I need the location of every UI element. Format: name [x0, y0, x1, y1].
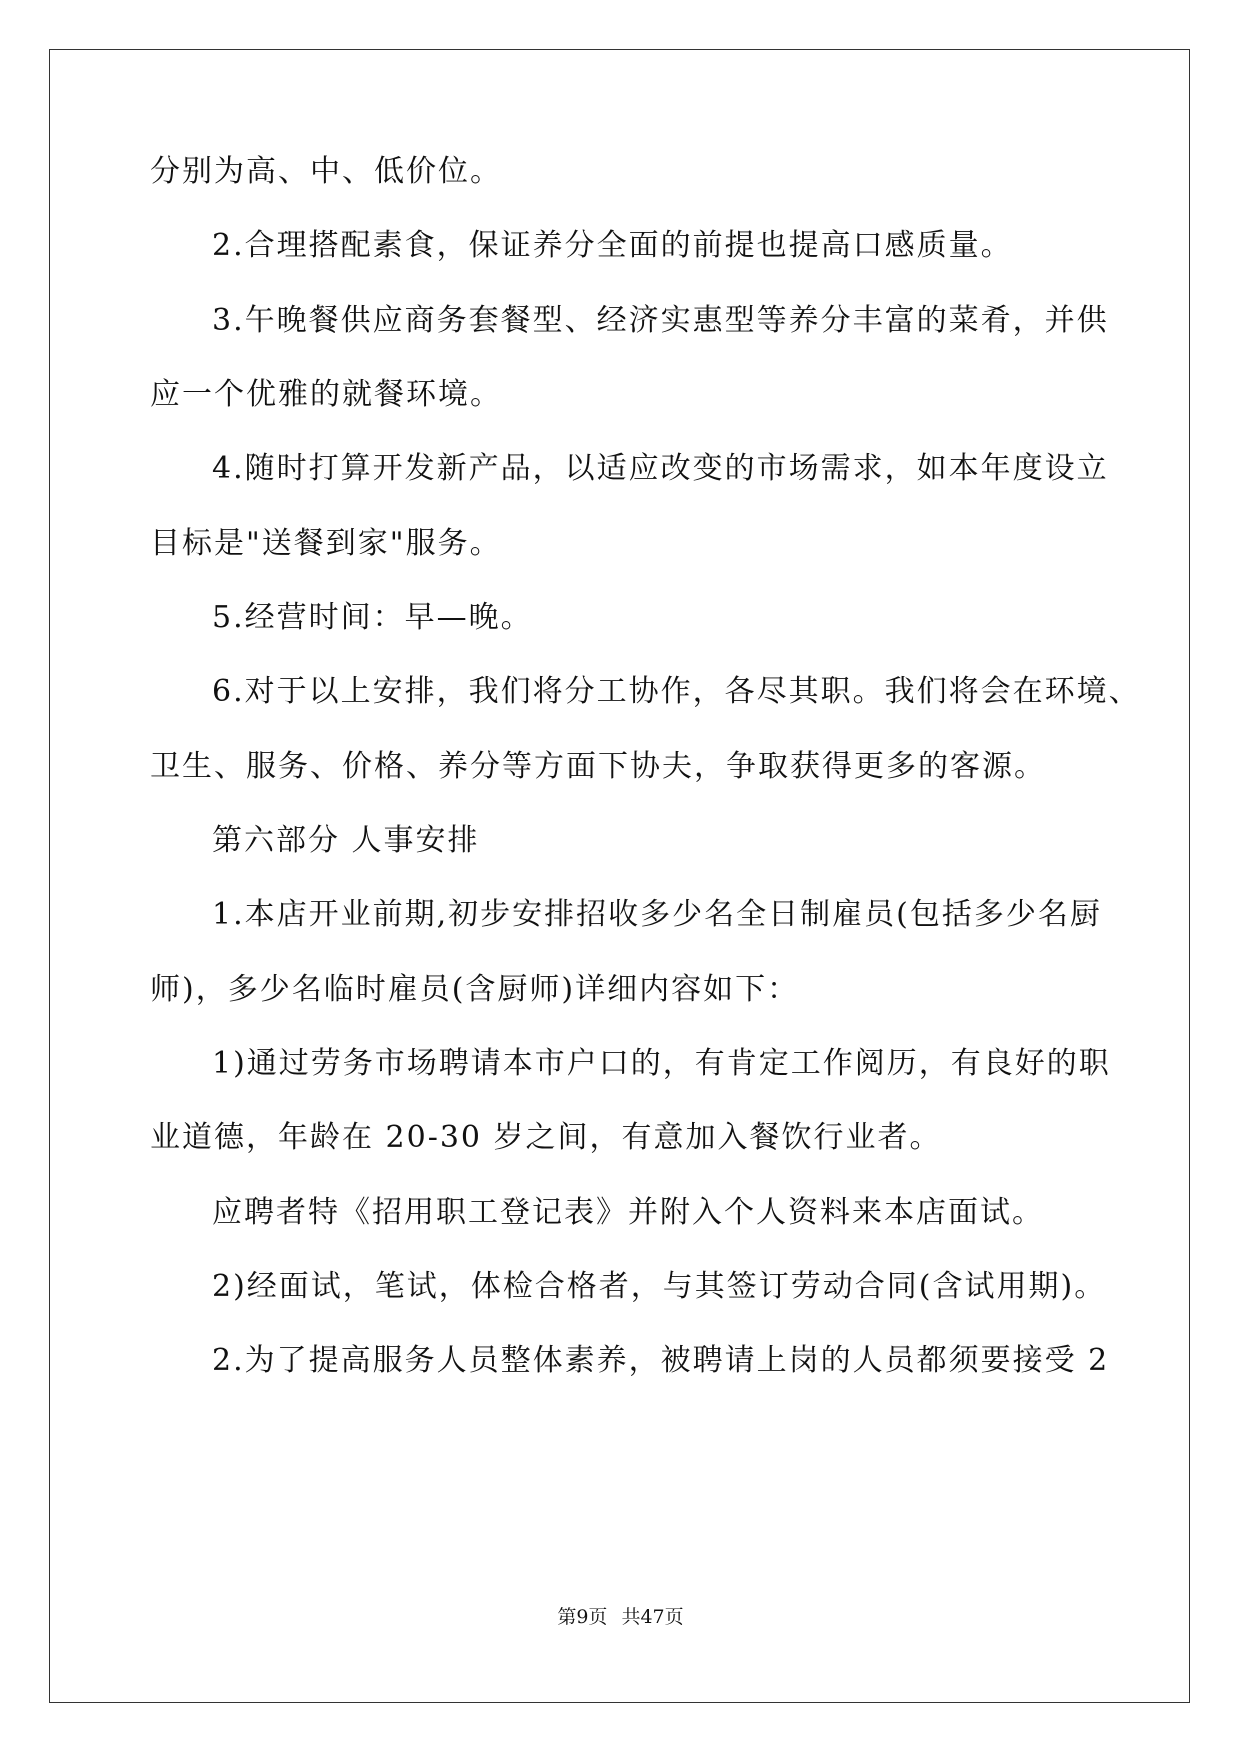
- text-line: 应聘者特《招用职工登记表》并附入个人资料来本店面试。: [212, 1195, 1044, 1230]
- text-line: 卫生、服务、价格、养分等方面下协夫，争取获得更多的客源。: [150, 749, 1046, 784]
- text-line: 业道德，年龄在 20-30 岁之间，有意加入餐饮行业者。: [150, 1120, 942, 1155]
- page-number: 第9页: [557, 1606, 608, 1628]
- text-line: 6.对于以上安排，我们将分工协作，各尽其职。我们将会在环境、: [212, 674, 1141, 709]
- text-line: 2.为了提高服务人员整体素养，被聘请上岗的人员都须要接受 2: [212, 1343, 1110, 1378]
- text-line: 2)经面试，笔试，体检合格者，与其签订劳动合同(含试用期)。: [212, 1269, 1107, 1304]
- text-line: 师)，多少名临时雇员(含厨师)详细内容如下：: [150, 972, 800, 1007]
- text-line: 1)通过劳务市场聘请本市户口的，有肯定工作阅历，有良好的职: [212, 1046, 1111, 1081]
- text-line: 4.随时打算开发新产品，以适应改变的市场需求，如本年度设立: [212, 451, 1109, 486]
- text-line: 1.本店开业前期,初步安排招收多少名全日制雇员(包括多少名厨: [212, 897, 1102, 932]
- total-pages: 共47页: [621, 1606, 684, 1628]
- section-heading: 第六部分 人事安排: [212, 823, 480, 858]
- text-line: 分别为高、中、低价位。: [150, 154, 502, 189]
- page-footer: [0, 1605, 1241, 1629]
- text-line: 目标是"送餐到家"服务。: [150, 526, 502, 561]
- text-line: 3.午晚餐供应商务套餐型、经济实惠型等养分丰富的菜肴，并供: [212, 303, 1109, 338]
- page-border: [49, 49, 1190, 1703]
- text-line: 5.经营时间：早—晚。: [212, 600, 533, 635]
- text-line: 应一个优雅的就餐环境。: [150, 377, 502, 412]
- text-line: 2.合理搭配素食，保证养分全面的前提也提高口感质量。: [212, 228, 1013, 263]
